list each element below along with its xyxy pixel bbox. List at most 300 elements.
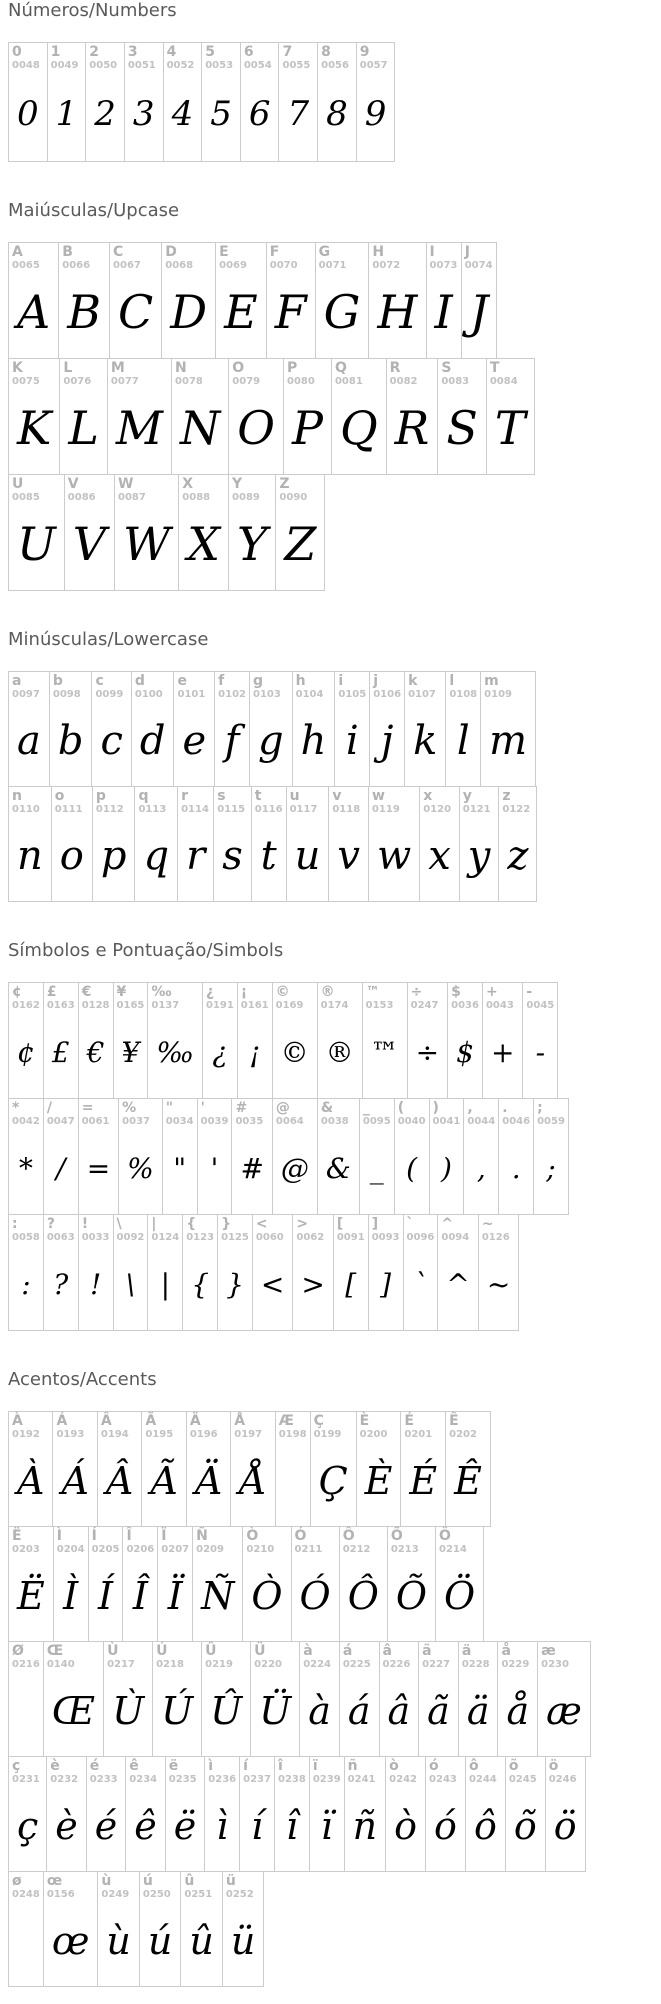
- cell-unicode-code: 0220: [254, 1659, 282, 1670]
- cell-unicode-code: 0232: [50, 1774, 79, 1785]
- cell-head: [56, 1414, 93, 1441]
- glyph-row: [8, 1871, 264, 1987]
- cell-glyph: ÷: [415, 1035, 440, 1069]
- cell-char-label: ©: [275, 984, 290, 1000]
- cell-char-label: Ó: [294, 1528, 307, 1544]
- cell-head: [232, 477, 272, 504]
- cell-glyph: v: [337, 832, 360, 879]
- glyph-cell: [97, 1411, 142, 1527]
- glyph-cell: [359, 1098, 395, 1215]
- cell-unicode-code: 0238: [277, 1774, 306, 1785]
- cell-glyph: 0: [17, 93, 39, 134]
- glyph-row: [8, 42, 395, 162]
- cell-glyph: D: [170, 285, 208, 339]
- cell-unicode-code: 0243: [429, 1774, 457, 1785]
- cell-head: [484, 674, 532, 701]
- glyph-cell: [230, 1411, 275, 1527]
- cell-unicode-code: 0194: [100, 1429, 129, 1440]
- cell-char-label: á: [342, 1643, 353, 1659]
- glyph-cell: [437, 358, 487, 475]
- cell-unicode-code: 0210: [246, 1544, 275, 1555]
- cell-unicode-code: 0119: [371, 804, 400, 815]
- glyph-cell: [386, 358, 439, 475]
- cell-unicode-code: 0054: [243, 60, 272, 71]
- cell-glyph: ¥: [121, 1035, 140, 1069]
- cell-glyph: ñ: [352, 1803, 378, 1848]
- cell-head: [360, 45, 392, 72]
- glyph-cell: [458, 1641, 499, 1757]
- cell-head: [117, 985, 145, 1012]
- cell-glyph: ,: [476, 1151, 486, 1185]
- cell-char-label: X: [182, 476, 194, 492]
- glyph-cell: [186, 1411, 231, 1527]
- cell-unicode-code: 0052: [166, 60, 195, 71]
- glyph-cell: [272, 982, 318, 1099]
- cell-char-label: Ï: [161, 1528, 167, 1544]
- cell-head: [161, 1529, 189, 1556]
- cell-unicode-code: 0102: [218, 689, 246, 700]
- cell-head: [186, 1217, 214, 1244]
- cell-head: [118, 477, 175, 504]
- cell-head: [270, 245, 312, 272]
- cell-char-label: a: [12, 673, 22, 689]
- cell-unicode-code: 0125: [221, 1232, 249, 1243]
- cell-unicode-code: 0057: [359, 60, 388, 71]
- cell-head: [255, 789, 283, 816]
- cell-unicode-code: 0040: [397, 1116, 426, 1127]
- cell-head: [62, 245, 106, 272]
- cell-char-label: J: [464, 244, 470, 260]
- cell-glyph: ?: [53, 1267, 69, 1301]
- cell-head: [82, 985, 110, 1012]
- glyph-cell: [8, 786, 52, 902]
- cell-char-label: n: [12, 788, 22, 804]
- glyph-cell: [8, 671, 50, 787]
- cell-char-label: =: [81, 1100, 94, 1116]
- cell-glyph: `: [413, 1267, 428, 1301]
- cell-unicode-code: 0207: [161, 1544, 190, 1555]
- cell-glyph: /: [56, 1151, 66, 1185]
- cell-unicode-code: 0093: [371, 1232, 400, 1243]
- cell-unicode-code: 0249: [101, 1889, 130, 1900]
- cell-glyph: H: [377, 285, 418, 339]
- glyph-cell: [43, 1871, 99, 1987]
- cell-head: [501, 1644, 534, 1671]
- cell-unicode-code: 0106: [373, 689, 402, 700]
- cell-head: [12, 985, 40, 1012]
- glyph-cell: [109, 242, 162, 359]
- glyph-cell: [177, 786, 214, 902]
- glyph-cell: [497, 1641, 538, 1757]
- cell-unicode-code: 0068: [165, 260, 194, 271]
- cell-char-label: K: [12, 360, 23, 376]
- cell-glyph: =: [86, 1151, 111, 1185]
- cell-unicode-code: 0251: [184, 1889, 213, 1900]
- cell-head: [235, 1101, 268, 1128]
- cell-unicode-code: 0246: [548, 1774, 577, 1785]
- cell-unicode-code: 0153: [365, 1000, 394, 1011]
- cell-head: [143, 1874, 177, 1901]
- cell-glyph: Ï: [167, 1573, 183, 1618]
- cell-head: [169, 1759, 202, 1786]
- cell-head: [166, 1101, 194, 1128]
- glyph-cell: [545, 1756, 586, 1872]
- cell-head: [348, 1759, 382, 1786]
- cell-glyph: y: [467, 832, 491, 879]
- cell-char-label: û: [184, 1873, 195, 1889]
- cell-glyph: C: [118, 285, 154, 339]
- cell-char-label: 2: [89, 44, 100, 60]
- cell-unicode-code: 0242: [389, 1774, 417, 1785]
- cell-unicode-code: 0192: [12, 1429, 40, 1440]
- cell-unicode-code: 0244: [468, 1774, 497, 1785]
- cell-head: [404, 1414, 442, 1441]
- cell-head: [151, 1217, 179, 1244]
- cell-head: [276, 985, 314, 1012]
- glyph-cell: [163, 42, 203, 162]
- glyph-cell: [356, 1411, 402, 1527]
- glyph-cell: [162, 1098, 198, 1215]
- cell-glyph: Ô: [347, 1573, 379, 1618]
- cell-unicode-code: 0112: [95, 804, 124, 815]
- cell-head: [321, 1101, 356, 1128]
- cell-unicode-code: 0236: [208, 1774, 237, 1785]
- cell-glyph: .: [511, 1151, 521, 1185]
- cell-head: [279, 1414, 307, 1441]
- cell-head: [47, 1217, 75, 1244]
- cell-glyph: <: [260, 1267, 285, 1301]
- cell-glyph: g: [258, 717, 284, 764]
- glyph-row: [8, 1098, 569, 1215]
- cell-head: [92, 1529, 120, 1556]
- cell-char-label: t: [254, 788, 262, 804]
- glyph-cell: [114, 474, 179, 591]
- cell-head: [332, 789, 365, 816]
- glyph-cell: [43, 982, 79, 1099]
- glyph-row: [8, 358, 535, 475]
- cell-glyph: !: [89, 1267, 102, 1301]
- cell-char-label: E: [219, 244, 229, 260]
- cell-unicode-code: 0108: [449, 689, 478, 700]
- cell-head: [549, 1759, 582, 1786]
- glyph-cell: [43, 1641, 104, 1757]
- glyph-cell: [8, 982, 44, 1099]
- glyph-cell: [118, 1098, 163, 1215]
- cell-glyph: K: [17, 401, 52, 455]
- glyph-cell: [78, 1098, 119, 1215]
- glyph-row: [8, 1411, 491, 1527]
- cell-head: [372, 789, 416, 816]
- glyph-cell: [239, 1756, 275, 1872]
- cell-char-label: R: [389, 360, 401, 376]
- cell-head: [246, 1529, 287, 1556]
- glyph-cell: [403, 1214, 439, 1331]
- cell-unicode-code: 0085: [12, 492, 40, 503]
- cell-unicode-code: 0191: [205, 1000, 234, 1011]
- cell-glyph: ò: [394, 1803, 418, 1848]
- cell-unicode-code: 0224: [303, 1659, 332, 1670]
- cell-glyph: ö: [553, 1803, 577, 1848]
- cell-char-label: I: [429, 244, 435, 260]
- cell-char-label: z: [502, 788, 511, 804]
- cell-char-label: Z: [279, 476, 290, 492]
- cell-unicode-code: 0087: [118, 492, 146, 503]
- cell-glyph: ™: [370, 1035, 399, 1069]
- cell-char-label: ç: [12, 1758, 21, 1774]
- cell-char-label: O: [232, 360, 245, 376]
- glyph-cell: [339, 1641, 380, 1757]
- glyph-cell: [429, 1098, 465, 1215]
- glyph-cell: [482, 982, 523, 1099]
- cell-head: [490, 361, 531, 388]
- cell-char-label: 6: [243, 44, 254, 60]
- cell-glyph: ': [210, 1151, 219, 1185]
- glyph-row: [8, 1214, 519, 1331]
- cell-char-label: Ô: [342, 1528, 355, 1544]
- cell-glyph: É: [409, 1458, 438, 1503]
- cell-char-label: i: [338, 673, 344, 689]
- cell-unicode-code: 0080: [287, 376, 315, 387]
- glyph-cell: [272, 1098, 318, 1215]
- cell-glyph: 2: [94, 93, 116, 134]
- cell-glyph: &: [325, 1151, 351, 1185]
- cell-char-label: Î: [126, 1528, 132, 1544]
- glyph-cell: [147, 1214, 183, 1331]
- cell-glyph: [12, 1901, 40, 1980]
- glyph-cell: [64, 474, 115, 591]
- cell-char-label: <: [255, 1216, 268, 1232]
- glyph-cell: [59, 358, 108, 475]
- cell-head: [217, 789, 248, 816]
- cell-char-label: r: [181, 788, 188, 804]
- cell-head: [372, 245, 422, 272]
- cell-char-label: M: [110, 360, 125, 376]
- cell-glyph: Ü: [259, 1688, 292, 1733]
- cell-unicode-code: 0241: [347, 1774, 376, 1785]
- cell-head: [287, 361, 328, 388]
- cell-head: [12, 477, 61, 504]
- glyph-cell: [113, 1214, 149, 1331]
- cell-head: [151, 985, 199, 1012]
- cell-char-label: ]: [371, 1216, 379, 1232]
- cell-head: [441, 361, 483, 388]
- cell-head: [138, 789, 174, 816]
- cell-unicode-code: 0113: [138, 804, 167, 815]
- cell-unicode-code: 0201: [404, 1429, 433, 1440]
- cell-glyph: |: [160, 1267, 171, 1301]
- cell-glyph: x: [428, 832, 451, 879]
- cell-glyph: E: [224, 285, 258, 339]
- cell-char-label: m: [484, 673, 499, 689]
- cell-char-label: P: [287, 360, 298, 376]
- cell-unicode-code: 0104: [295, 689, 324, 700]
- cell-head: [254, 1644, 296, 1671]
- cell-glyph: (: [406, 1151, 418, 1185]
- cell-head: [526, 985, 554, 1012]
- cell-char-label: 4: [166, 44, 177, 60]
- cell-char-label: ä: [461, 1643, 472, 1659]
- cell-glyph: Ù: [112, 1688, 145, 1733]
- cell-char-label: D: [165, 244, 177, 260]
- cell-unicode-code: 0071: [318, 260, 347, 271]
- cell-head: [282, 45, 314, 72]
- cell-head: [113, 245, 158, 272]
- cell-head: [373, 674, 401, 701]
- cell-head: [360, 1414, 398, 1441]
- cell-unicode-code: 0099: [95, 689, 124, 700]
- cell-unicode-code: 0094: [441, 1232, 470, 1243]
- cell-char-label: é: [89, 1758, 100, 1774]
- glyph-cell: [228, 358, 284, 475]
- glyph-cell: [58, 242, 110, 359]
- cell-glyph: A: [17, 285, 51, 339]
- cell-unicode-code: 0126: [481, 1232, 510, 1243]
- cell-head: [407, 1217, 435, 1244]
- cell-head: [537, 1101, 565, 1128]
- cell-head: [423, 789, 456, 816]
- cell-glyph: ê: [134, 1803, 157, 1848]
- cell-glyph: a: [17, 717, 41, 764]
- cell-char-label: e: [177, 673, 187, 689]
- cell-unicode-code: 0101: [177, 689, 206, 700]
- cell-char-label: d: [134, 673, 145, 689]
- cell-unicode-code: 0140: [46, 1659, 75, 1670]
- cell-glyph: û: [189, 1918, 214, 1963]
- glyph-section: [8, 631, 661, 902]
- cell-unicode-code: 0209: [196, 1544, 224, 1555]
- cell-glyph: S: [446, 401, 478, 455]
- cell-glyph: s: [222, 832, 243, 879]
- glyph-cell: [92, 786, 136, 902]
- cell-char-label: £: [46, 984, 57, 1000]
- cell-char-label: U: [12, 476, 24, 492]
- cell-glyph: {: [191, 1267, 210, 1301]
- cell-char-label: Û: [205, 1643, 217, 1659]
- cell-unicode-code: 0063: [46, 1232, 75, 1243]
- cell-unicode-code: 0033: [81, 1232, 110, 1243]
- cell-unicode-code: 0202: [449, 1429, 477, 1440]
- cell-char-label: s: [217, 788, 226, 804]
- cell-char-label: ¿: [205, 984, 215, 1000]
- glyph-cell: [339, 1526, 388, 1642]
- cell-head: [117, 1217, 145, 1244]
- cell-head: [296, 674, 332, 701]
- cell-glyph: ù: [106, 1918, 131, 1963]
- cell-unicode-code: 0214: [439, 1544, 467, 1555]
- cell-head: [219, 245, 263, 272]
- cell-head: [439, 1529, 480, 1556]
- section-title: Acentos/Accents: [8, 1369, 157, 1390]
- cell-glyph: o: [59, 832, 84, 879]
- cell-glyph: M: [115, 401, 164, 455]
- glyph-cell: [8, 1641, 44, 1757]
- cell-char-label: v: [332, 788, 342, 804]
- cell-char-label: &: [320, 1100, 334, 1116]
- cell-head: [12, 789, 48, 816]
- glyph-cell: [317, 982, 363, 1099]
- cell-glyph: +: [490, 1035, 515, 1069]
- cell-glyph: @: [280, 1151, 309, 1185]
- cell-head: [129, 1759, 162, 1786]
- cell-head: [126, 1529, 154, 1556]
- cell-unicode-code: 0162: [12, 1000, 40, 1011]
- cell-glyph: ‰: [156, 1035, 194, 1069]
- glyph-cell: [498, 786, 537, 902]
- cell-unicode-code: 0059: [537, 1116, 565, 1127]
- cell-glyph: L: [68, 401, 99, 455]
- cell-head: [383, 1644, 416, 1671]
- cell-unicode-code: 0100: [134, 689, 163, 700]
- cell-char-label: #: [235, 1100, 248, 1116]
- cell-glyph: Ò: [251, 1573, 283, 1618]
- cell-unicode-code: 0036: [451, 1000, 479, 1011]
- glyph-cell: [407, 982, 448, 1099]
- cell-glyph: N: [180, 401, 221, 455]
- cell-char-label: Ò: [246, 1528, 259, 1544]
- cell-char-label: 5: [205, 44, 215, 60]
- glyph-cell: [252, 1214, 293, 1331]
- cell-head: [156, 1644, 198, 1671]
- cell-char-label: h: [295, 673, 306, 689]
- glyph-section: [8, 2, 661, 162]
- cell-head: [241, 985, 269, 1012]
- cell-char-label: ¢: [12, 984, 22, 1000]
- cell-glyph: B: [67, 285, 102, 339]
- cell-unicode-code: 0203: [12, 1544, 40, 1555]
- cell-head: [89, 45, 121, 72]
- cell-head: [314, 1414, 353, 1441]
- glyph-cell: [387, 1526, 436, 1642]
- cell-unicode-code: 0199: [313, 1429, 342, 1440]
- cell-unicode-code: 0056: [321, 60, 349, 71]
- cell-unicode-code: 0117: [289, 804, 318, 815]
- cell-char-label: W: [118, 476, 134, 492]
- cell-glyph: Œ: [51, 1688, 96, 1733]
- glyph-cell: [46, 1756, 87, 1872]
- cell-char-label: :: [12, 1216, 18, 1232]
- cell-unicode-code: 0198: [278, 1429, 307, 1440]
- glyph-cell: [463, 1098, 499, 1215]
- glyph-row: [8, 242, 497, 359]
- cell-unicode-code: 0226: [382, 1659, 411, 1670]
- cell-char-label: ò: [389, 1758, 399, 1774]
- cell-char-label: /: [46, 1100, 52, 1116]
- cell-head: [296, 1217, 329, 1244]
- glyph-cell: [315, 242, 370, 359]
- cell-unicode-code: 0061: [81, 1116, 110, 1127]
- cell-head: [205, 1644, 247, 1671]
- cell-char-label: [: [336, 1216, 344, 1232]
- cell-unicode-code: 0216: [12, 1659, 40, 1670]
- cell-head: [398, 1101, 426, 1128]
- cell-head: [429, 1759, 462, 1786]
- glyph-cell: [124, 42, 164, 162]
- glyph-cell: [8, 474, 65, 591]
- cell-char-label: ™: [365, 984, 380, 1000]
- cell-unicode-code: 0088: [182, 492, 211, 503]
- cell-head: [279, 477, 321, 504]
- section-title: Maiúsculas/Upcase: [8, 200, 180, 221]
- glyph-cell: [217, 1214, 253, 1331]
- cell-unicode-code: 0116: [254, 804, 283, 815]
- cell-glyph: ®: [325, 1035, 354, 1069]
- cell-head: [206, 985, 234, 1012]
- glyph-cell: [91, 671, 131, 787]
- cell-glyph: à: [308, 1688, 331, 1733]
- cell-glyph: w: [376, 832, 412, 879]
- cell-char-label: à: [303, 1643, 313, 1659]
- cell-glyph: >: [301, 1267, 325, 1301]
